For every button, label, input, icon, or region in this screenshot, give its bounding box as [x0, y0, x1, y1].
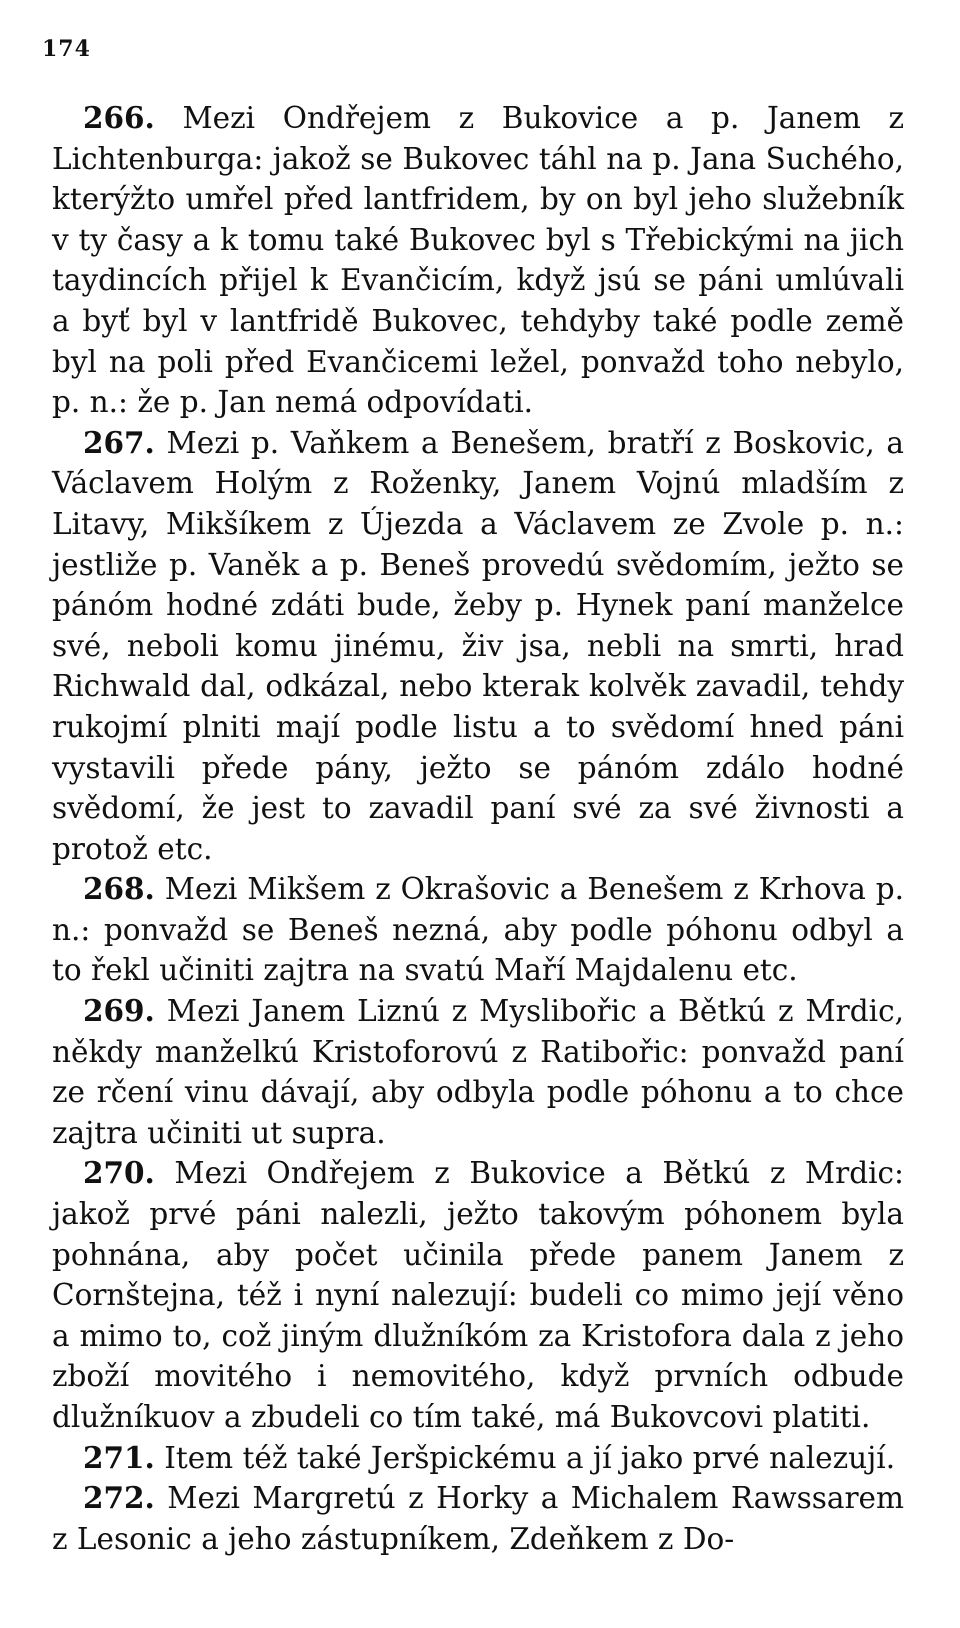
- entry-number: 266.: [82, 100, 155, 135]
- entry-text: Mezi p. Vaňkem a Benešem, bratří z Boskovic, a Václavem Holým z Roženky, Janem Vojnú mladším z Litavy, Mikšíkem z Újezda a Václavem ze Zvole p. n.: jestliže p. Vaněk a p. Beneš provedú svědomím, ježto se pánóm hodné zdáti bude, žeby p. Hynek paní manželce své, neboli komu jinému, živ jsa, nebli na smrti, hrad Richwald dal, odkázal, nebo kterak kolvěk zavadil, tehdy rukojmí plniti mají podle listu a to svědomí hned páni vystavili přede pány, ježto se pánóm zdálo hodné svědomí, že jest to zavadil paní své za své živnosti a protož etc.: [52, 425, 904, 866]
- entry-number: 269.: [82, 993, 155, 1029]
- entry-269: [52, 991, 904, 1153]
- entry-267: [52, 423, 904, 870]
- entry-text: Mezi Ondřejem z Bukovice a Bětkú z Mrdic: jakož prvé páni nalezli, ježto takovým póhonem byla pohnána, aby počet učinila přede panem Janem z Cornštejna, též i nyní nalezují: budeli co mimo její věno a mimo to, což jiným dlužníkóm za Kristofora dala z jeho zboží movitého i nemovitého, když prvních odbude dlužníkuov a zbudeli co tím také, má Bukovcovi platiti.: [52, 1156, 904, 1434]
- page-number: 174: [42, 36, 91, 62]
- entry-271: [52, 1438, 904, 1479]
- entry-266: [52, 98, 904, 423]
- entry-number: 271.: [82, 1439, 155, 1475]
- entry-text: Mezi Mikšem z Okrašovic a Benešem z Krhova p. n.: ponvažd se Beneš nezná, aby podle póhonu odbyl a to řekl učiniti zajtra na svatú Maří Majdalenu etc.: [52, 872, 904, 988]
- entry-text: Mezi Ondřejem z Bukovice a p. Janem z Lichtenburga: jakož se Bukovec táhl na p. Jana Suchého, kterýžto umřel před lantfridem, by on byl jeho služebník v ty časy a k tomu také Bukovec byl s Třebickými na jich taydincích přijel k Evančicím, když jsú se páni umlúvali a byť byl v lantfridě Bukovec, tehdyby také podle země byl na poli před Evančicemi ležel, ponvažd toho nebylo, p. n.: že p. Jan nemá odpovídati.: [52, 101, 904, 420]
- entry-272: [52, 1478, 904, 1559]
- entry-number: 268.: [82, 871, 155, 907]
- entry-text: Mezi Margretú z Horky a Michalem Rawssarem z Lesonic a jeho zástupníkem, Zdeňkem z Do-: [52, 1481, 904, 1556]
- entry-number: 272.: [82, 1480, 155, 1516]
- entry-text: Item též také Jeršpickému a jí jako prvé nalezují.: [154, 1440, 896, 1475]
- entry-number: 267.: [82, 424, 155, 460]
- body-text: [52, 98, 904, 1559]
- entry-268: [52, 869, 904, 991]
- entry-270: [52, 1153, 904, 1437]
- entry-number: 270.: [82, 1155, 155, 1191]
- entry-text: Mezi Janem Liznú z Myslibořic a Bětkú z Mrdic, někdy manželkú Kristoforovú z Ratibořic: ponvažd paní ze rčení vinu dávají, aby odbyla podle póhonu a to chce zajtra učiniti ut supra.: [52, 994, 904, 1150]
